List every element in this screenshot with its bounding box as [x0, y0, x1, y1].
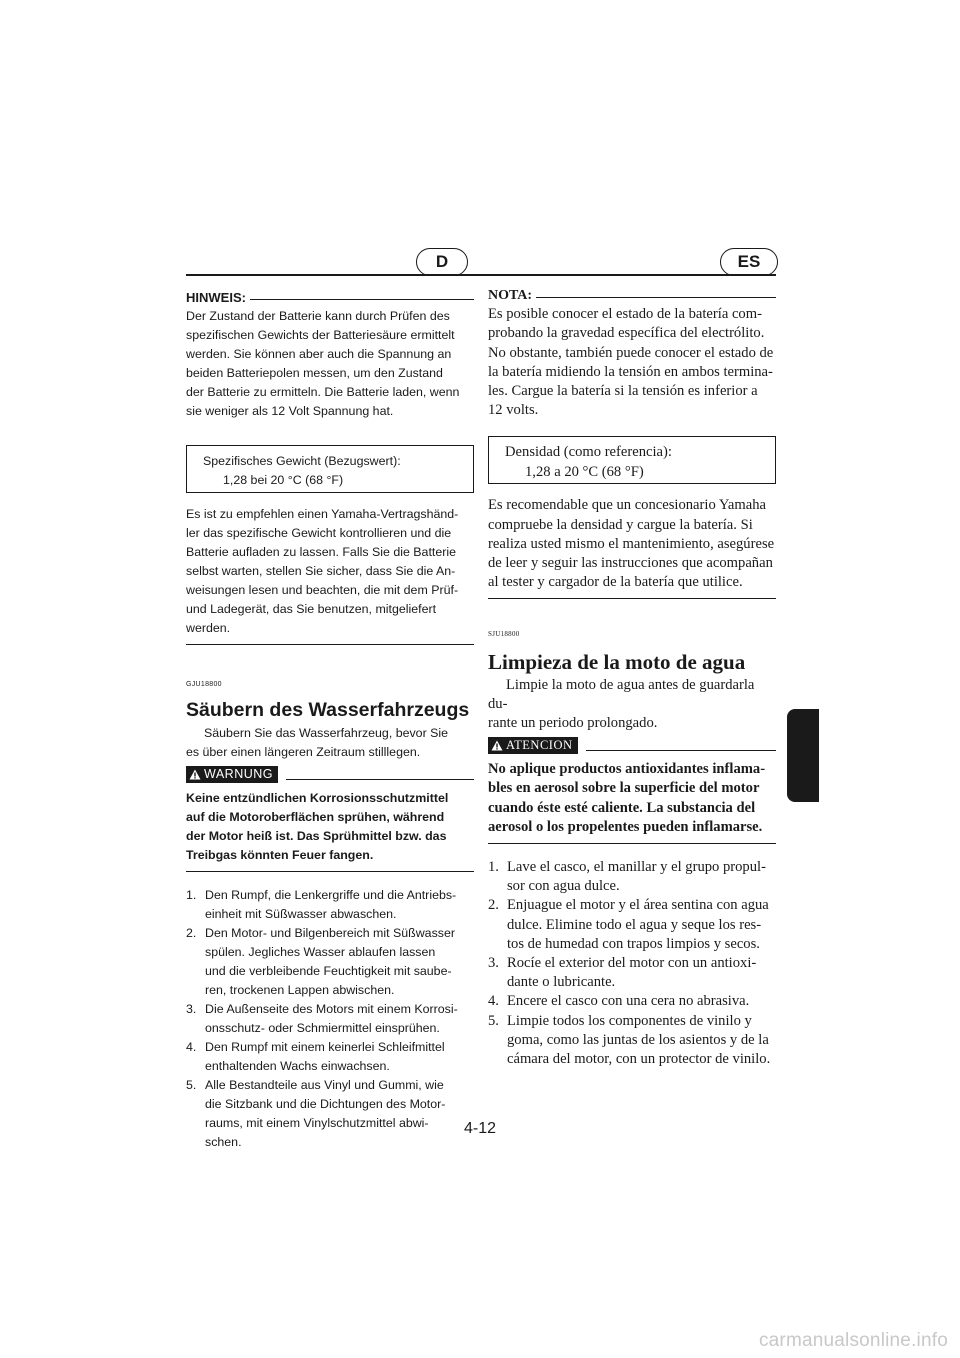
- text-line: Lave el casco, el manillar y el grupo propul-: [507, 859, 766, 876]
- text-line: Es ist zu empfehlen einen Yamaha-Vertragshänd-: [186, 507, 459, 521]
- page-number: 4-12: [463, 1120, 497, 1137]
- warning-triangle-icon: [491, 740, 503, 751]
- recommendation-text: [488, 496, 776, 592]
- text-line: Enjuague el motor y el área sentina con agua: [507, 897, 769, 914]
- step-number: 1.: [186, 888, 197, 902]
- list-item: [186, 1000, 474, 1038]
- step-number: 3.: [186, 1002, 197, 1016]
- text-line: enthaltenden Wachs einwachsen.: [205, 1059, 390, 1073]
- spec-value: 1,28 a 20 °C (68 °F): [525, 463, 644, 480]
- spec-value: 1,28 bei 20 °C (68 °F): [223, 473, 344, 487]
- note-end-rule: [488, 598, 776, 599]
- section-intro: [186, 724, 474, 762]
- step-text: [205, 1038, 474, 1076]
- text-line: probando la gravedad específica del electrólito.: [488, 325, 765, 342]
- text-line: Keine entzündlichen Korrosionsschutzmittel: [186, 791, 449, 805]
- note-text: [488, 305, 776, 420]
- header-rule: [186, 274, 776, 276]
- language-badge-de: D: [416, 248, 468, 276]
- note-text: [186, 307, 474, 421]
- warning-badge: [488, 737, 578, 754]
- text-line: rante un periodo prolongado.: [488, 715, 658, 732]
- text-line: les. Cargue la batería si la tensión es inferior a: [488, 383, 758, 400]
- step-number: 4.: [186, 1040, 197, 1054]
- list-item: [186, 1076, 474, 1152]
- list-item: [488, 858, 776, 896]
- spec-box: [186, 445, 474, 493]
- text-line: ler das spezifische Gewicht kontrollieren und die: [186, 526, 452, 540]
- warning-rule: [286, 779, 474, 780]
- text-line: spülen. Jegliches Wasser ablaufen lassen: [205, 945, 436, 959]
- section-code: GJU18800: [186, 681, 222, 688]
- text-line: Säubern Sie das Wasserfahrzeug, bevor Sie: [204, 726, 449, 740]
- watermark: carmanualsonline.info: [758, 1330, 948, 1351]
- text-line: Treibgas könnten Feuer fangen.: [186, 848, 374, 862]
- step-text: [205, 1076, 474, 1152]
- text-line: selbst warten, stellen Sie sicher, dass Sie die An-: [186, 564, 456, 578]
- note-rule: [536, 297, 776, 298]
- step-number: 5.: [186, 1078, 197, 1092]
- spec-label: Densidad (como referencia):: [505, 444, 672, 461]
- section-title: Säubern des Wasserfahrzeugs: [186, 699, 470, 721]
- list-item: [488, 1012, 776, 1070]
- column-german: [186, 288, 474, 1152]
- text-line: al tester y cargador de la batería que utilice.: [488, 574, 743, 591]
- warning-rule: [586, 750, 777, 751]
- text-line: Den Rumpf, die Lenkergriffe und die Antriebs-: [205, 888, 457, 902]
- text-line: schen.: [205, 1135, 242, 1149]
- text-line: Limpie todos los componentes de vinilo y: [507, 1012, 752, 1029]
- list-item: [488, 992, 776, 1011]
- text-line: Den Rumpf mit einem keinerlei Schleifmittel: [205, 1040, 445, 1054]
- note-rule: [250, 299, 474, 300]
- text-line: weisungen lesen und beachten, die mit dem Prüf-: [186, 583, 459, 597]
- text-line: compruebe la densidad y cargue la batería. Si: [488, 516, 753, 533]
- language-badge-es: ES: [720, 248, 778, 276]
- text-line: ren, trockenen Lappen abwischen.: [205, 983, 395, 997]
- text-line: spezifischen Gewichts der Batteriesäure ermittelt: [186, 328, 455, 342]
- text-line: und die verbleibende Feuchtigkeit mit saube-: [205, 964, 452, 978]
- step-text: [507, 992, 776, 1011]
- step-text: [205, 1000, 474, 1038]
- text-line: der Motor heiß ist. Das Sprühmittel bzw. das: [186, 829, 447, 843]
- text-line: dulce. Elimine todo el agua y seque los res-: [507, 916, 762, 933]
- text-line: cuando éste esté caliente. La substancia del: [488, 799, 756, 816]
- warning-badge: [186, 766, 278, 783]
- warning-text: [488, 760, 776, 837]
- recommendation-text: [186, 505, 474, 638]
- step-text: [507, 1012, 776, 1070]
- text-line: der Batterie zu ermitteln. Die Batterie laden, wenn: [186, 385, 460, 399]
- text-line: Die Außenseite des Motors mit einem Korrosi-: [205, 1002, 458, 1016]
- text-line: Encere el casco con una cera no abrasiva.: [507, 993, 750, 1010]
- text-line: dante o lubricante.: [507, 974, 616, 991]
- step-number: 1.: [488, 859, 499, 876]
- note-label: HINWEIS:: [186, 290, 246, 305]
- text-line: bles en aerosol sobre la superficie del motor: [488, 780, 760, 797]
- text-line: Es recomendable que un concesionario Yamaha: [488, 497, 767, 514]
- text-line: de leer y seguir las instrucciones que acompañan: [488, 555, 773, 572]
- section-intro: [488, 676, 776, 734]
- warning-triangle-icon: [189, 769, 201, 780]
- text-line: 12 volts.: [488, 402, 539, 419]
- warning-end-rule: [186, 871, 474, 872]
- cleaning-steps: [186, 886, 474, 1152]
- text-line: cámara del motor, con un protector de vinilo.: [507, 1051, 771, 1068]
- column-spanish: [488, 286, 776, 1069]
- note-end-rule: [186, 644, 474, 645]
- text-line: Batterie aufladen zu lassen. Falls Sie die Batterie: [186, 545, 456, 559]
- list-item: [488, 954, 776, 992]
- text-line: Den Motor- und Bilgenbereich mit Süßwasser: [205, 926, 455, 940]
- step-text: [507, 858, 776, 896]
- step-number: 3.: [488, 955, 499, 972]
- step-text: [205, 924, 474, 1000]
- chapter-side-tab: [787, 709, 819, 802]
- warning-text: [186, 789, 474, 865]
- section-title: Limpieza de la moto de agua: [488, 649, 746, 674]
- step-number: 4.: [488, 993, 499, 1010]
- text-line: onsschutz- oder Schmiermittel einsprühen.: [205, 1021, 440, 1035]
- text-line: werden. Sie können aber auch die Spannung an: [186, 347, 452, 361]
- warning-end-rule: [488, 843, 776, 844]
- step-number: 2.: [186, 926, 197, 940]
- warning-header: [186, 766, 474, 783]
- text-line: aerosol o los propelentes pueden inflamarse.: [488, 818, 763, 835]
- cleaning-steps: [488, 858, 776, 1069]
- step-number: 5.: [488, 1012, 499, 1029]
- section-code: SJU18800: [488, 630, 520, 639]
- warning-label: ATENCION: [506, 738, 573, 753]
- text-line: und Ladegerät, das Sie benutzen, mitgeliefert: [186, 602, 437, 616]
- text-line: sor con agua dulce.: [507, 878, 620, 895]
- text-line: sie weniger als 12 Volt Spannung hat.: [186, 404, 394, 418]
- step-text: [507, 954, 776, 992]
- text-line: werden.: [186, 621, 231, 635]
- warning-label: WARNUNG: [204, 767, 274, 781]
- step-number: 2.: [488, 897, 499, 914]
- text-line: Es posible conocer el estado de la batería com-: [488, 306, 762, 323]
- text-line: einheit mit Süßwasser abwaschen.: [205, 907, 397, 921]
- text-line: Der Zustand der Batterie kann durch Prüfen des: [186, 309, 450, 323]
- text-line: Rocíe el exterior del motor con un antioxi-: [507, 955, 757, 972]
- list-item: [186, 886, 474, 924]
- text-line: raums, mit einem Vinylschutzmittel abwi-: [205, 1116, 429, 1130]
- note-header: [488, 286, 776, 305]
- text-line: Limpie la moto de agua antes de guardarla du-: [488, 676, 755, 712]
- text-line: auf die Motoroberflächen sprühen, während: [186, 810, 445, 824]
- list-item: [488, 896, 776, 954]
- step-text: [507, 896, 776, 954]
- list-item: [186, 1038, 474, 1076]
- note-label: NOTA:: [488, 288, 533, 303]
- spec-label: Spezifisches Gewicht (Bezugswert):: [203, 454, 401, 468]
- note-header: [186, 288, 474, 307]
- text-line: Alle Bestandteile aus Vinyl und Gummi, wie: [205, 1078, 444, 1092]
- text-line: es über einen längeren Zeitraum stilllegen.: [186, 745, 421, 759]
- text-line: No obstante, también puede conocer el estado de: [488, 344, 774, 361]
- text-line: la batería midiendo la tensión en ambos termina-: [488, 363, 773, 380]
- text-line: No aplique productos antioxidantes inflama-: [488, 761, 766, 778]
- text-line: goma, como las juntas de los asientos y de la: [507, 1031, 769, 1048]
- text-line: realiza usted mismo el mantenimiento, asegúrese: [488, 535, 775, 552]
- text-line: die Sitzbank und die Dichtungen des Motor-: [205, 1097, 446, 1111]
- step-text: [205, 886, 474, 924]
- text-line: beiden Batteriepolen messen, um den Zustand: [186, 366, 443, 380]
- list-item: [186, 924, 474, 1000]
- warning-header: [488, 737, 776, 754]
- text-line: tos de humedad con trapos limpios y secos.: [507, 935, 760, 952]
- spec-box: [488, 436, 776, 484]
